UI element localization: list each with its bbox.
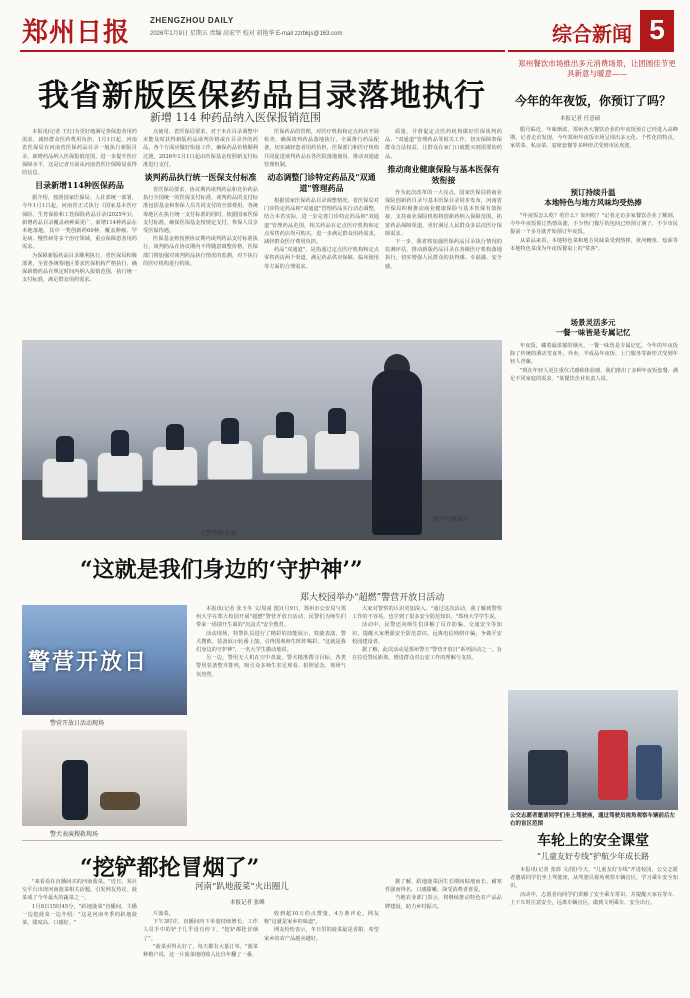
right-column-body-1	[510, 212, 678, 312]
rider	[328, 408, 346, 434]
open-day-banner: 警营开放日	[28, 649, 149, 675]
police-col1-para: 本报讯(记者 张玉冬 文/周甫 图)1月9日，郑州市公安局与郑州大学在郑大校园开展"超燃"警营开放日活动，民警们为师生们带来一场别开生面的"沉浸式"安全教育。	[196, 606, 346, 629]
motorcycle	[262, 434, 308, 474]
spinach-col4-para: 据了解，趴地菠菜因生长期间贴地而长、耐寒性强而得名，口感甜嫩，深受消费者喜爱。	[385, 879, 502, 894]
bus-safety-photo	[508, 690, 678, 810]
open-day-caption: 警营开放日活动现场	[50, 720, 105, 727]
right-story-kicker: 郑州餐饮市场推出多元消费场景，让团圆佳节更具新意与暖意——	[518, 59, 676, 78]
spinach-col3-para: 网友纷纷表示，冬日里的菠菜最是香甜，希望家乡的农产品越卖越好。	[264, 927, 379, 942]
lead-col1-para: 本报讯(记者 王红)为更好地满足参保患者用药需求，减轻群众医药费用负担，1月1日起，河南省医保局在河南省医保药品目录一般执行新版目录，新增药品纳入医保报销范围，进一步提升医疗保障水平，这是记者日前从河南省医疗保障局获得的信息。	[22, 129, 137, 177]
lead-col3-para: 药品"双通道"，是指通过定点医疗机构和定点零售药店两个渠道，满足药品供应保障，临床使用等方面的合理需求。	[264, 247, 379, 270]
header-rule-right	[508, 50, 674, 52]
spinach-col1-para: "来看看在直播间买的河南菠菜。"近日，某社交平台出现河南菠菜相关话题，引发网友热议。菠菜成了今冬最火的蔬菜之一。	[22, 879, 137, 902]
spinach-col3-para: 收到超10万的点赞量，4万条评论，网友称"这就是家乡的味道"。	[264, 911, 379, 926]
motorcycle	[42, 458, 88, 498]
masthead	[0, 0, 690, 66]
lead-col4-para: 作为此次改革的一大亮点，国家医保局将商业保险创新药目录与基本医保目录同步发布，河南省医保局积极推动商业健康保险与基本医保有效衔接，支持商业保险机构将创新药纳入保障范围，拓宽药品保障渠道，更好满足人民群众多层次医疗保障需求。	[385, 189, 502, 237]
police-motorcade-photo	[22, 340, 502, 540]
lead-col1-para: 据介绍，按照国家医保局、人社部统一部署，今年1月1日起，河南省正式执行《国家基本医疗保险、生育保险和工伤保险药品目录(2025年)》，新增药品目录覆盖病种面更广，新增114种药品在本地落地，其中一类创新药60种，覆盖肿瘤、罕见病、慢性病等多个治疗领域，重点保障患者用药需求。	[22, 195, 137, 251]
lead-subheadline: 新增 114 种药品纳入医保报销范围	[150, 111, 321, 124]
volunteer-figure	[598, 730, 628, 800]
bus-seat	[528, 750, 568, 805]
spinach-col2-para: "菠菜卖得太好了，每天都有大量订单。"菠菜种植户说，这一片菠菜地的收入比往年翻了一番。	[143, 943, 258, 959]
police-column-1	[196, 605, 346, 835]
lead-column-2	[143, 128, 258, 336]
lead-headline: 我省新版医保药品目录落地执行	[38, 78, 486, 114]
lead-col2-para: 医保基金将按照协议期内谈判药品支付标准执行，谈判药品在协议期内不得随意调整价格，医保部门将加强对谈判药品执行情况的监测，对不执行的医疗机构进行约谈。	[143, 236, 258, 267]
rider	[111, 430, 129, 456]
spinach-col2-para: 片菠菜。	[153, 911, 174, 917]
lead-col1-subhead: 目录新增114种医保药品	[35, 180, 124, 191]
spinach-col4-para: 当地农业部门表示，将继续推动特色农产品品牌建设，助力乡村振兴。	[385, 895, 502, 910]
motorcycle	[207, 440, 253, 480]
photo-caption: 文警铁骑表演	[200, 530, 237, 537]
right-body2-para: "现在年轻人更注重仪式感和体验感，我们推出了多种年夜饭套餐，满足不同家庭的需求。"某餐饮企业负责人说。	[510, 367, 678, 382]
police-dog-caption: 警犬表演搜救现场	[50, 831, 99, 838]
lead-col3-subhead: 动态调整门诊特定药品及"双通道"管理药品	[267, 172, 376, 194]
spinach-column-3	[264, 910, 379, 994]
bus-photo-caption: 公交志愿者邀请同学们坐上驾驶座，通过驾驶员视角观察车辆前后左右的盲区范围	[510, 813, 676, 827]
right-story-byline: 本报记者 任意硕	[560, 116, 601, 122]
photo-caption-side: 铁甲车辆展示	[433, 516, 470, 523]
right-column-body-2	[510, 342, 678, 682]
lead-column-3	[264, 128, 379, 336]
lead-col3-para: 医保药品的管理，对医疗机构和定点药店开展检查，确保谈判药品落地执行，全面推行药品配备，切实减轻患者用药负担，医保部门和医疗机构共同促进谈判药品在各医院落地使用，推动双通道管理机制。	[264, 129, 379, 168]
bus-body-para: 本报讯(记者 张倩 文/图)今天，"儿童友好专线"开进校园，公交志愿者邀请同学们坐上驾驶座，从驾驶员视角观察车辆盲区，学习乘车安全知识。	[510, 867, 678, 890]
lead-column-1	[22, 128, 137, 336]
lead-column-4	[385, 128, 502, 336]
police-col1-para: 活动现场，特警队员进行了精彩的技能展示，铁骑表演、警犬搜救、装备展示轮番上演，引得围观师生阵阵喝彩。"这就是我们身边的守护神"，一名大学生激动地说。	[196, 630, 346, 654]
motorcycle	[97, 452, 143, 492]
right-body1-para: "年夜饭怎么吃？吃什么？如何吃？"记者走访多家餐饮企业了解到，今年年夜饭预订热情高涨，不少热门餐厅的包间已经预订满了，不少市民提前一个多月就开始预订年夜饭。	[510, 213, 678, 236]
spinach-column-2	[143, 910, 258, 994]
police-col1-para: 另一边，警用无人机在空中盘旋，警犬精准搜寻目标，各类警用装备整齐排列，吸引众多师生驻足观看、拍照留念，现场气氛热烈。	[196, 655, 346, 678]
spinach-story-subheadline: 河南“趴地菠菜”火出圈儿	[195, 882, 289, 892]
header-rule	[20, 50, 505, 52]
spinach-column-4	[385, 878, 502, 993]
bus-story-body	[510, 866, 678, 994]
rider	[221, 418, 239, 444]
section-divider	[22, 840, 502, 841]
student-figure	[636, 745, 662, 800]
section-name: 综合新闻	[552, 22, 632, 46]
page-number: 5	[640, 10, 674, 50]
spinach-story-headline: “挖铲都抡冒烟了”	[80, 855, 260, 881]
rider	[166, 424, 184, 450]
open-day-photo	[22, 605, 187, 715]
lead-col1-para: 为保障新版药品目录顺利执行，省医保局积极部署，全省各统筹地区要求医保机构严格执行，确保新增药品在规定时间内纳入报销范围，执行统一支付标准，满足群众用药需求。	[22, 252, 137, 284]
lead-col4-subhead: 推动商业健康保险与基本医保有效衔接	[387, 163, 500, 185]
officer-figure	[62, 760, 88, 820]
armed-officer	[372, 370, 422, 535]
police-dog-photo	[22, 730, 187, 826]
newspaper-logo: 郑州日报	[22, 18, 131, 48]
right-column-intro	[510, 126, 678, 186]
right-intro-para: 腊月临近，年味渐浓，郑州各大餐饮企业的年夜饭预订已经进入高峰期。记者走访发现，今年郑州年夜饭市场呈现出多元化、个性化的特点，家常菜、私房菜、宴席套餐等多种形式受到市民欢迎。	[510, 127, 678, 150]
photo-road	[22, 480, 502, 540]
police-col2-para: 据了解，此次活动是郑州警方"警营开放日"系列活动之一，旨在拉近警民距离，增进群众对公安工作的理解与支持。	[352, 647, 502, 662]
right-subhead-2: 场景灵活多元 一餐一味皆是专属记忆	[555, 318, 631, 337]
police-dog	[100, 792, 140, 810]
spinach-column-1	[22, 878, 137, 993]
rider	[276, 412, 294, 438]
rider	[56, 436, 74, 462]
lead-col3-para: 根据国家医保药品目录调整情况，省医保局对门诊特定药品和"双通道"管理药品实行动态调整，结合本省实际，进一步完善门诊特定药品和"双通道"管理药品范围，相关药品在定点医疗机构和定点零售药店均可购买，进一步满足群众用药需求，减轻群众医疗费用负担。	[264, 198, 379, 246]
lead-col4-para: 下一步，我省将加强医保药品目录执行情况的监测评估，推动新版药品目录在各级医疗机构落地执行，切实增强人民群众的获得感、幸福感、安全感。	[385, 239, 502, 270]
lead-col4-para: 质量，并督促定点医药机构做好医保谈判药品、"双通道"管理药品等相关工作，切实保障参保群众合法权益，让群众在家门口就能买到需要的药品。	[385, 129, 502, 160]
bus-body-para: 活动中，志愿者向同学们讲解了安全乘车常识，并提醒大家在等车、上下车时注意安全，远离车辆盲区，做到文明乘车、安全出行。	[510, 891, 678, 906]
right-body1-para: 从菜品来看，本地特色菜和地方风味菜受到热捧，黄河鲤鱼、烩面等本地特色菜成为年夜饭餐桌上的"常客"。	[510, 237, 678, 252]
police-col2-para: 活动中，民警还向师生们讲解了反诈防骗、交通安全等知识，提醒大家增强安全防范意识，远离电信网络诈骗，争做平安校园建设者。	[352, 622, 502, 645]
right-body2-para: 年夜饭，藏着最浓郁的烟火，一餐一味皆是专属记忆。今年的年夜饭除了传统的酒店堂食外，外卖、半成品年夜饭、上门服务等新形式受到年轻人青睐。	[510, 343, 678, 366]
police-story-subheadline: 郑大校园举办“超燃”警营开放日活动	[300, 593, 445, 603]
issue-meta: 2026年1月9日 星期五 责编 高宏宇 校对 胡艳华 E-mail zzrbkjs@163.com	[150, 31, 343, 37]
motorcycle	[152, 446, 198, 486]
right-subhead-1: 预订持续升温 本地特色与地方风味均受热捧	[544, 188, 642, 207]
lead-col2-subhead: 谈判药品执行统一医保支付标准	[144, 172, 257, 183]
bus-story-headline: 车轮上的安全课堂	[537, 833, 649, 849]
bus-story-subheadline: “儿童友好专线”护航少年成长路	[536, 852, 650, 861]
police-story-headline: “这就是我们身边的‘守护神’”	[80, 557, 363, 583]
police-column-2	[352, 605, 502, 835]
spinach-col1-para: 1月8日15时45分，"趴地菠菜"直播间，主播一边挖菠菜一边介绍："这是河南冬季的趴地菠菜，甜度高、口感好。"	[22, 903, 137, 927]
lead-col2-para: 省医保局要求，协议期内谈判药品和竞价药品执行全国统一的医保支付标准，谈判药品的支付标准包括基金和参保人员共同支付的全部费用。各统筹地区在执行统一支付标准的同时，依据国家医保支付标准，确保医保基金按规定支付，参保人员享受医保待遇。	[143, 187, 258, 235]
right-story-headline: 今年的年夜饭，你预订了吗？	[514, 94, 671, 108]
spinach-col2-para: 下午3时许，直播间内下单量持续增长，工作人员手中的铲子几乎没有停下，"挖铲都抡冒烟了"。	[143, 919, 258, 942]
motorcycle	[314, 430, 360, 470]
police-col2-para: 大家对警察的认识更加深入。"通过这次活动，我了解到警察工作的不容易，也学到了很多安全防范知识。"郑州大学学生说。	[352, 606, 502, 621]
newspaper-english-name: ZHENGZHOU DAILY	[150, 16, 234, 25]
spinach-byline: 本报记者 张峰	[230, 900, 265, 906]
lead-col2-para: 点使用，省医保局要求，对于未在目录调整中未能及时获得新版药品谈判价格或在目录外的药品，各个方面应做好衔接工作，确保药品价格顺利过渡，2026年1月1日起由医保基金按照新支付标准进行支付。	[143, 129, 258, 168]
